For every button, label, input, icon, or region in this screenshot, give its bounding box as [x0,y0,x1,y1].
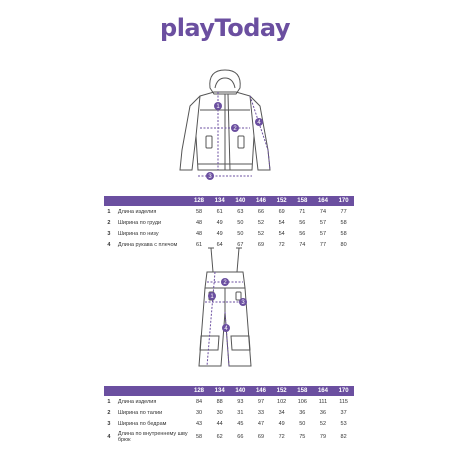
cell: 71 [299,208,306,215]
pants-illustration [185,246,265,372]
table-row [104,418,354,429]
cell: 45 [237,420,244,427]
size-header: 164 [317,388,328,394]
cell: 56 [299,219,306,226]
cell: 49 [216,230,223,237]
cell: 57 [319,219,327,226]
cell: 97 [257,398,265,405]
row-number: 1 [107,398,111,405]
row-number: 4 [107,241,111,248]
jacket-marker-4-label: 4 [257,120,261,126]
cell: 115 [339,398,348,405]
cell: 33 [257,409,265,416]
cell: 66 [257,208,265,215]
table-row [104,407,354,418]
size-header: 134 [214,388,225,394]
pants-marker-4-label: 4 [224,326,228,332]
cell: 50 [237,219,244,226]
row-label: Длина изделия [117,398,157,405]
cell: 61 [195,241,203,248]
cell: 36 [299,409,306,416]
row-label: Ширина по груди [117,219,162,226]
cell: 53 [340,420,347,427]
cell: 44 [216,420,223,427]
cell: 84 [195,398,203,405]
row-label: Ширина по низу [117,230,159,237]
cell: 52 [257,219,265,226]
row-label: Длина рукава с плечом [117,241,178,248]
size-header: 146 [255,388,266,394]
cell: 49 [278,420,285,427]
cell: 79 [319,433,327,440]
cell: 82 [340,433,347,440]
cell: 69 [278,208,285,215]
cell: 58 [195,433,203,440]
size-header: 152 [276,198,287,204]
pants-size-header [104,386,354,396]
table-row [104,228,354,239]
cell: 34 [278,409,285,416]
cell: 31 [237,409,244,416]
size-header: 170 [338,388,349,394]
cell: 93 [237,398,244,405]
row-number: 2 [107,409,111,416]
cell: 57 [319,230,327,237]
cell: 52 [319,420,327,427]
size-header: 134 [214,198,225,204]
cell: 72 [278,433,285,440]
row-label: Ширина по талии [117,409,163,416]
size-header: 158 [297,198,308,204]
cell: 88 [216,398,223,405]
cell: 52 [257,230,265,237]
cell: 63 [237,208,244,215]
row-number: 2 [107,219,111,226]
cell: 36 [319,409,327,416]
cell: 58 [340,219,347,226]
cell: 72 [278,241,285,248]
cell: 37 [340,409,347,416]
cell: 111 [318,398,328,405]
cell: 77 [319,241,327,248]
cell: 50 [299,420,306,427]
table-row [104,206,354,217]
cell: 64 [216,241,223,248]
cell: 102 [277,398,287,405]
cell: 48 [195,230,203,237]
cell: 66 [237,433,244,440]
jacket-illustration [170,66,280,186]
row-number: 3 [107,420,111,427]
cell: 75 [299,433,306,440]
cell: 77 [340,208,347,215]
cell: 48 [195,219,203,226]
cell: 62 [216,433,223,440]
jacket-marker-2-label: 2 [233,126,237,132]
size-header: 128 [194,388,205,394]
jacket-size-header [104,196,354,206]
cell: 58 [340,230,347,237]
pants-marker-2-label: 2 [223,280,227,286]
pants-marker-1-label: 1 [210,294,214,300]
size-header: 158 [297,388,308,394]
cell: 47 [257,420,265,427]
brand-logo: playToday [160,14,290,42]
cell: 49 [216,219,223,226]
cell: 61 [216,208,223,215]
size-header: 164 [317,198,328,204]
size-header: 128 [194,198,205,204]
cell: 106 [297,398,307,405]
cell: 56 [299,230,306,237]
cell: 67 [237,241,244,248]
jacket-size-table [104,196,354,250]
cell: 30 [216,409,223,416]
cell: 54 [278,219,285,226]
cell: 80 [340,241,347,248]
row-label: Длина изделия [117,208,157,215]
pants-marker-3-label: 3 [241,300,245,306]
table-row [104,396,354,407]
size-header: 152 [276,388,287,394]
row-number: 1 [107,208,111,215]
table-row [104,217,354,228]
cell: 43 [195,420,203,427]
row-label: Длина по внутреннему шву брюк [117,430,188,443]
size-header: 140 [235,198,246,204]
row-number: 3 [107,230,111,237]
table-row [104,429,354,444]
row-label: Ширина по бедрам [117,420,167,427]
cell: 74 [319,208,327,215]
size-header: 140 [235,388,246,394]
cell: 50 [237,230,244,237]
jacket-marker-3-label: 3 [208,174,212,180]
pants-size-table [104,386,354,444]
cell: 69 [257,241,265,248]
size-header: 146 [255,198,266,204]
cell: 54 [278,230,285,237]
cell: 58 [195,208,203,215]
cell: 69 [257,433,265,440]
cell: 74 [299,241,306,248]
jacket-marker-1-label: 1 [216,104,220,110]
size-header: 170 [338,198,349,204]
row-number: 4 [107,433,111,440]
cell: 30 [195,409,203,416]
